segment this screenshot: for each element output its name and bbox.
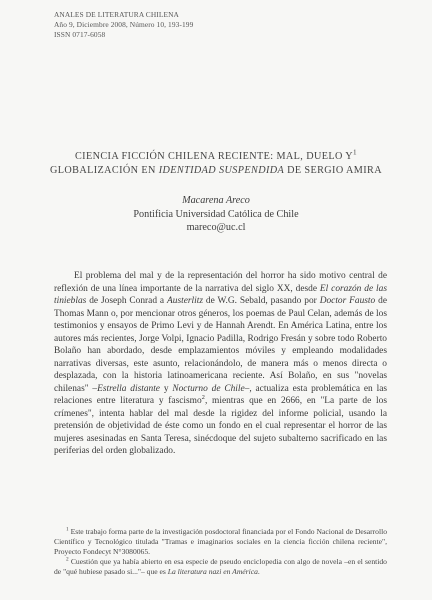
author-email: mareco@uc.cl	[186, 222, 246, 233]
journal-header	[54, 10, 193, 40]
footnote-2: $^2$ Cuestión que ya había abierto en esa especie de pseudo enciclopedia con algo de novela –en el sentido de "qué hubiese pasado si..."– que es La literatura nazi en América.	[54, 556, 387, 577]
title-footnote-mark[interactable]: 1	[353, 148, 358, 157]
footnotes	[54, 527, 387, 578]
article-title	[40, 150, 392, 178]
book-title: IDENTIDAD SUSPENDIDA	[158, 165, 285, 176]
title-line-2: GLOBALIZACIÓN EN IDENTIDAD SUSPENDIDA DE SERGIO AMIRA	[50, 165, 382, 176]
title-line-1: CIENCIA FICCIÓN CHILENA RECIENTE: MAL, DUELO $Y^1$	[74, 148, 358, 162]
paragraph-1: El problema del mal y de la representación del horror ha sido motivo central de reflexión de una línea importante de la narrativa del siglo XX, desde El corazón de las tinieblas de Joseph Conrad a Austerlitz de W.G. Sebald, pasando por Doctor Fausto de Thomas Mann o, por mencionar otros géneros, los poemas de Paul Celan, además de los testimonios y ensayos de Primo Levi y de Hannah Arendt. En América Latina, entre los autores más recientes, Jorge Volpi, Ignacio Padilla, Rodrigo Fresán y sobre todo Roberto Bolaño han abordado, desde emplazamientos móviles y empleando modalidades narrativas diversas, este asunto, relacionándolo, de manera más o menos directa o desplazada, con la historia latinoamericana reciente. Así Bolaño, en sus "novelas chilenas" –Estrella distante y Nocturno de Chile–, actualiza esta problemática en las relaciones entre literatura y fascismo$^2$, mientras que en 2666, en "La parte de los crímenes", intenta hablar del mal desde la rigidez del informe policial, usando la pretensión de objetividad de éste como un fondo en el cual representar el horror de las mujeres asesinadas en Santa Teresa, sinécdoque del sujeto subalterno sacrificado en las periferias del orden globalizado.	[54, 271, 388, 456]
body-paragraph	[54, 270, 387, 458]
footnote-1: $^1$ Este trabajo forma parte de la investigación posdoctoral financiada por el Fondo Nacional de Desarrollo Científico y Tecnológico titulada "Tramas e imaginarios sociales en la ciencia ficción chilena reciente", Proyecto Fondecyt N°3080065.	[54, 526, 387, 556]
issn: ISSN 0717-6058	[54, 30, 106, 39]
journal-name: ANALES DE LITERATURA CHILENA	[54, 10, 179, 19]
footnote-ref-2[interactable]: 2	[201, 393, 205, 401]
author-name: Macarena Areco	[182, 195, 250, 206]
author-block	[0, 194, 432, 235]
author-affiliation: Pontificia Universidad Católica de Chile	[133, 208, 299, 220]
issue-info: Año 9, Diciembre 2008, Número 10, 193-199	[54, 20, 194, 29]
